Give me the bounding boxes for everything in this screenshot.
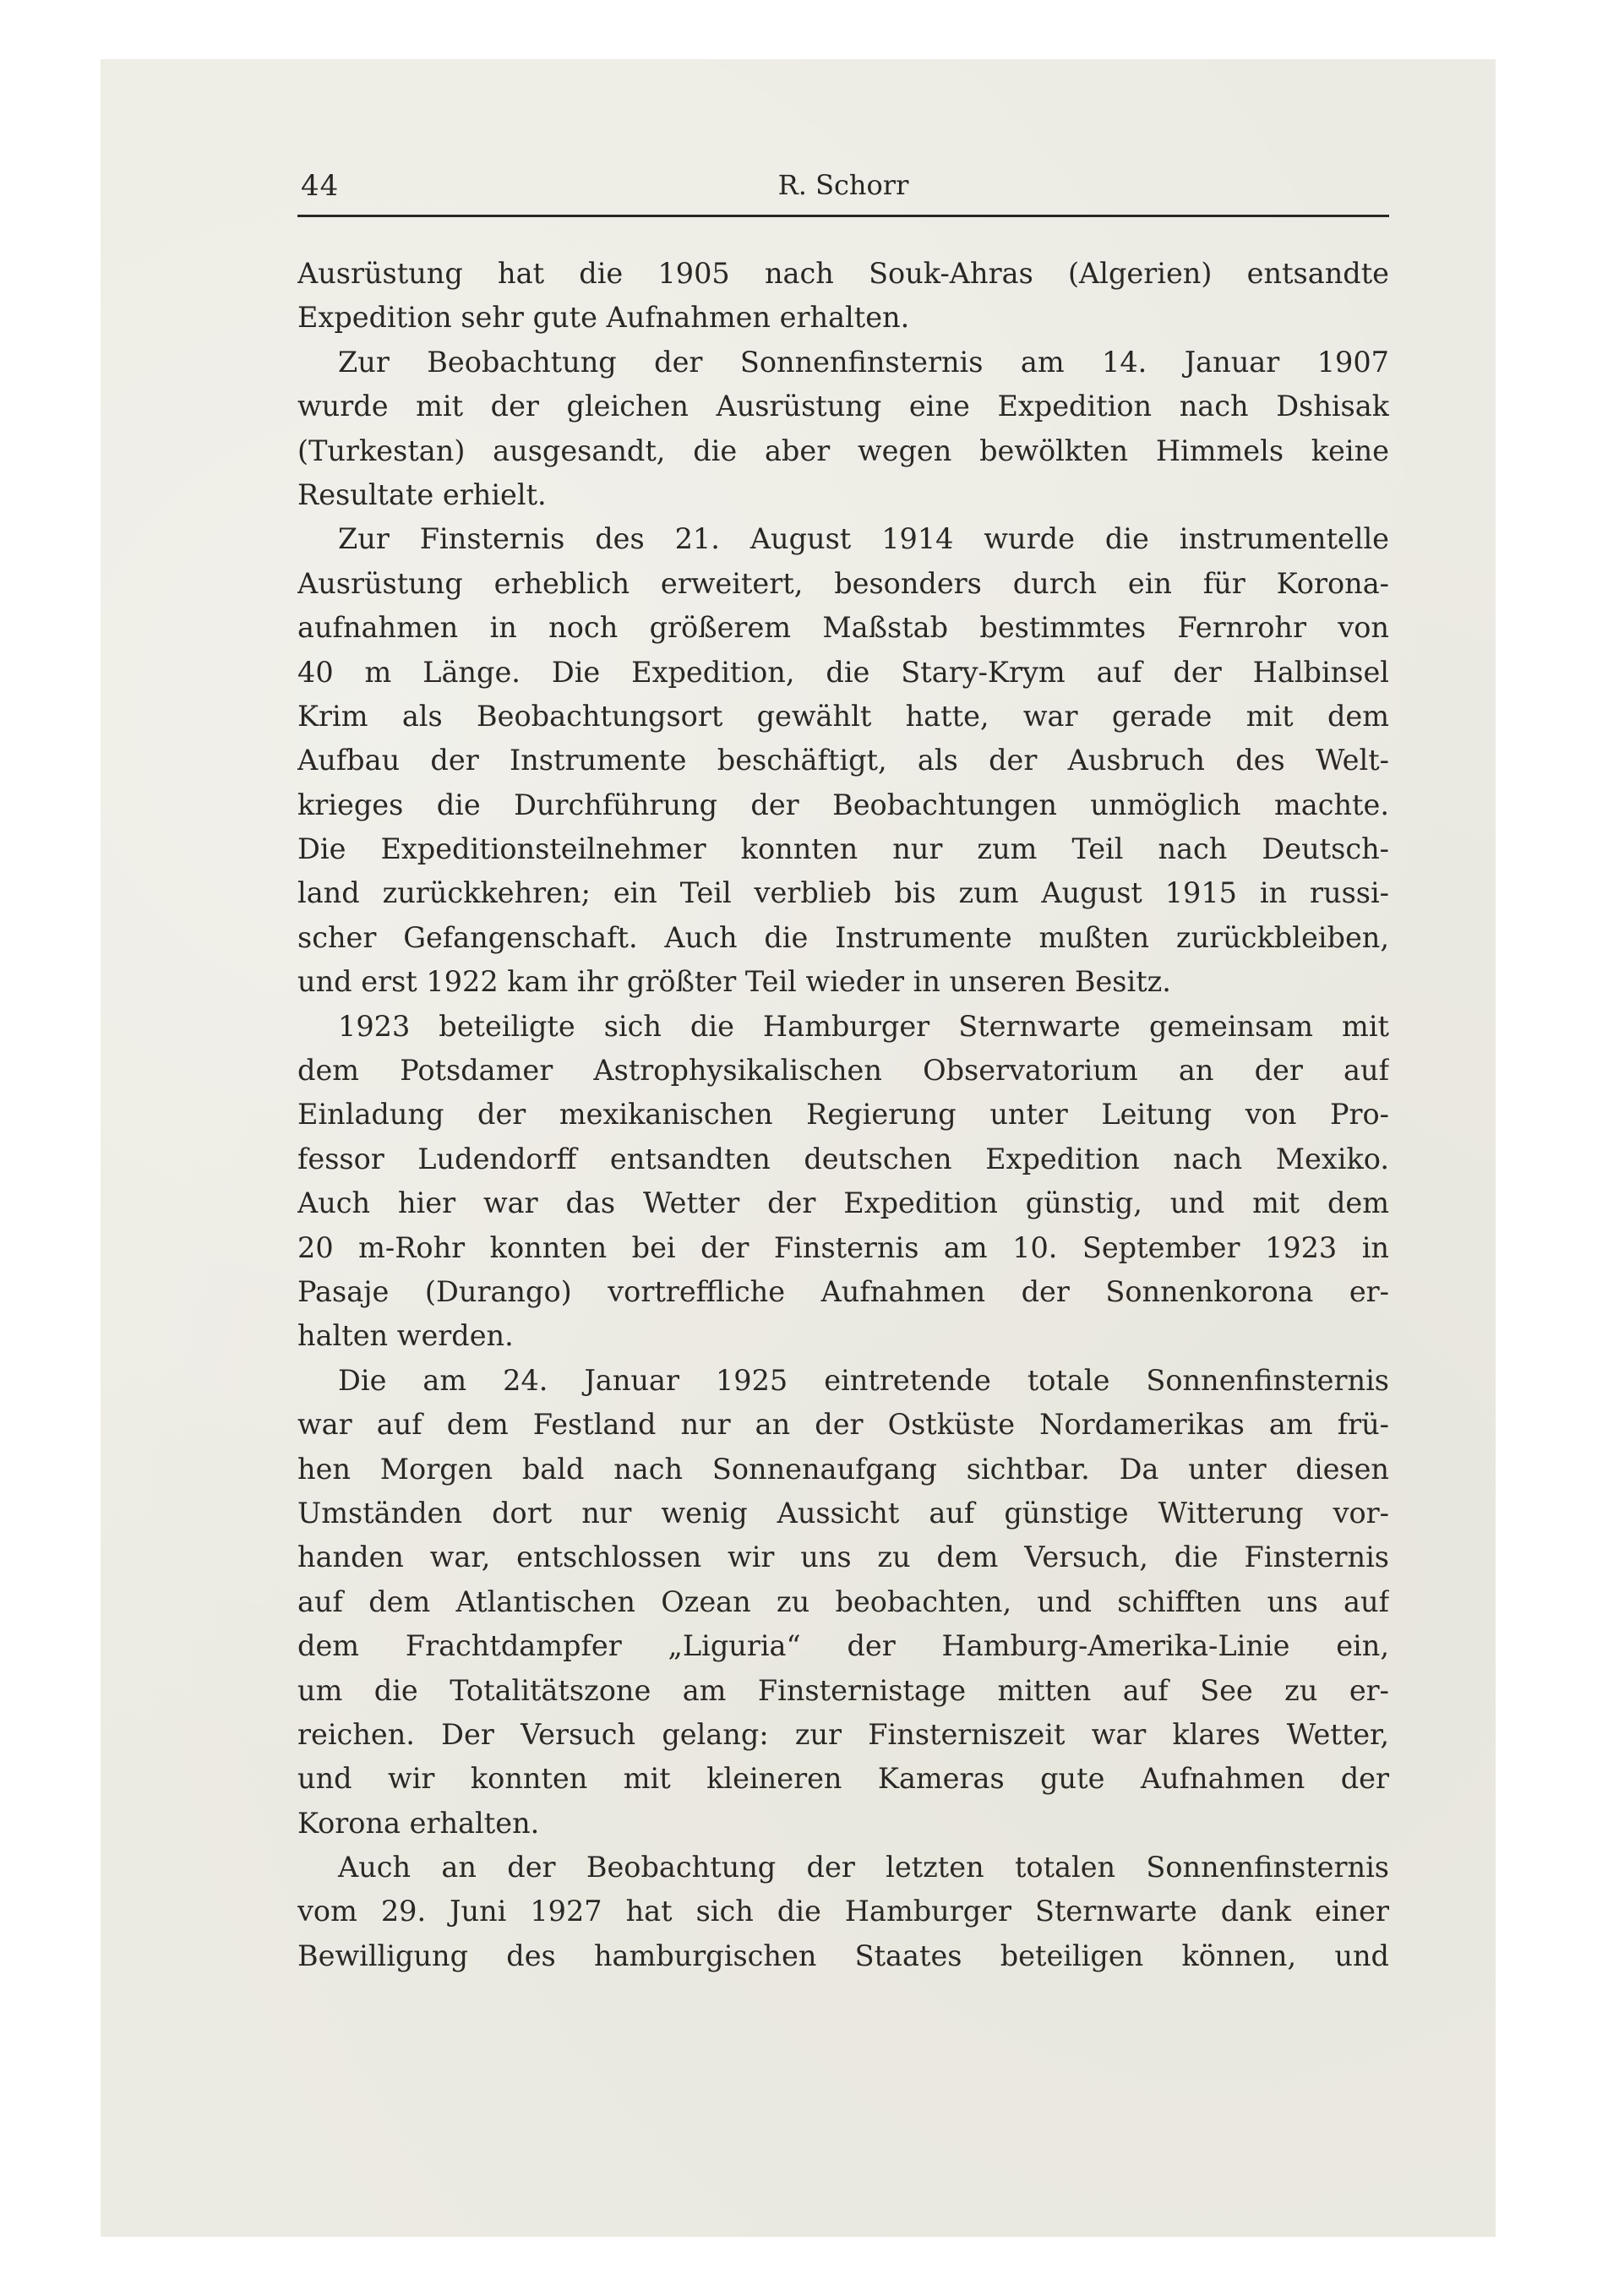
text-line: Aufbau der Instrumente beschäftigt, als der Ausbruch des Welt- <box>297 744 1389 777</box>
text-line: fessor Ludendorff entsandten deutschen Expedition nach Mexiko. <box>297 1142 1389 1175</box>
text-line: halten werden. <box>297 1319 514 1353</box>
text-line: und erst 1922 kam ihr größter Teil wieder in unseren Besitz. <box>297 965 1171 999</box>
text-line: Die am 24. Januar 1925 eintretende totale Sonnenfinsternis <box>338 1363 1389 1397</box>
text-line: handen war, entschlossen wir uns zu dem Versuch, die Finsternis <box>297 1541 1389 1574</box>
text-line: Pasaje (Durango) vortreffliche Aufnahmen der Sonnenkorona er- <box>297 1274 1389 1308</box>
running-head: R. Schorr <box>777 169 909 201</box>
text-line: Einladung der mexikanischen Regierung unter Leitung von Pro- <box>297 1098 1389 1132</box>
text-line: 20 m-Rohr konnten bei der Finsternis am 10. September 1923 in <box>297 1230 1389 1264</box>
text-line: Korona erhalten. <box>297 1806 540 1840</box>
text-line: krieges die Durchführung der Beobachtungen unmöglich machte. <box>297 788 1389 821</box>
text-line: scher Gefangenschaft. Auch die Instrumente mußten zurückbleiben, <box>297 920 1389 954</box>
text-line: hen Morgen bald nach Sonnenaufgang sichtbar. Da unter diesen <box>297 1452 1389 1486</box>
paragraph <box>297 1846 1389 1978</box>
page-number: 44 <box>301 169 340 203</box>
text-line: dem Potsdamer Astrophysikalischen Observatorium an der auf <box>297 1054 1389 1088</box>
text-line: um die Totalitätszone am Finsternistage mitten auf See zu er- <box>297 1673 1389 1707</box>
text-line: Bewilligung des hamburgischen Staates beteiligen können, und <box>297 1939 1389 1972</box>
text-line: Expedition sehr gute Aufnahmen erhalten. <box>297 301 910 335</box>
text-line: und wir konnten mit kleineren Kameras gute Aufnahmen der <box>297 1762 1389 1796</box>
text-line: Zur Finsternis des 21. August 1914 wurde die instrumentelle <box>338 522 1389 556</box>
text-line: wurde mit der gleichen Ausrüstung eine Expedition nach Dshisak <box>297 390 1389 423</box>
text-line: Ausrüstung erheblich erweitert, besonders durch ein für Korona- <box>297 566 1389 600</box>
text-line: auf dem Atlantischen Ozean zu beobachten, und schifften uns auf <box>297 1584 1389 1618</box>
text-line: Zur Beobachtung der Sonnenfinsternis am 14. Januar 1907 <box>338 345 1389 379</box>
text-line: aufnahmen in noch größerem Maßstab bestimmtes Fernrohr von <box>297 611 1389 645</box>
text-line: 1923 beteiligte sich die Hamburger Sternwarte gemeinsam mit <box>338 1009 1389 1043</box>
text-line: reichen. Der Versuch gelang: zur Finsterniszeit war klares Wetter, <box>297 1717 1389 1751</box>
text-line: 40 m Länge. Die Expedition, die Stary-Krym auf der Halbinsel <box>297 655 1389 689</box>
paragraph <box>297 1005 1389 1359</box>
text-line: Auch hier war das Wetter der Expedition günstig, und mit dem <box>297 1186 1389 1220</box>
text-line: land zurückkehren; ein Teil verblieb bis zum August 1915 in russi- <box>297 876 1389 910</box>
header-rule <box>297 215 1389 217</box>
paragraph <box>297 1359 1389 1846</box>
text-line: vom 29. Juni 1927 hat sich die Hamburger Sternwarte dank einer <box>297 1895 1389 1928</box>
body-text <box>297 252 1389 1978</box>
page-header <box>297 169 1389 220</box>
text-line: war auf dem Festland nur an der Ostküste Nordamerikas am frü- <box>297 1408 1389 1442</box>
text-line: Krim als Beobachtungsort gewählt hatte, war gerade mit dem <box>297 699 1389 733</box>
text-line: Umständen dort nur wenig Aussicht auf günstige Witterung vor- <box>297 1496 1389 1530</box>
text-line: (Turkestan) ausgesandt, die aber wegen bewölkten Himmels keine <box>297 434 1389 467</box>
paragraph <box>297 341 1389 518</box>
text-line: Resultate erhielt. <box>297 477 547 511</box>
paragraph <box>297 252 1389 341</box>
text-line: Die Expeditionsteilnehmer konnten nur zum Teil nach Deutsch- <box>297 832 1389 866</box>
paragraph <box>297 517 1389 1004</box>
text-line: Ausrüstung hat die 1905 nach Souk-Ahras (Algerien) entsandte <box>297 257 1389 290</box>
text-line: dem Frachtdampfer „Liguria“ der Hamburg-Amerika-Linie ein, <box>297 1629 1389 1663</box>
text-line: Auch an der Beobachtung der letzten totalen Sonnenfinsternis <box>338 1851 1389 1884</box>
